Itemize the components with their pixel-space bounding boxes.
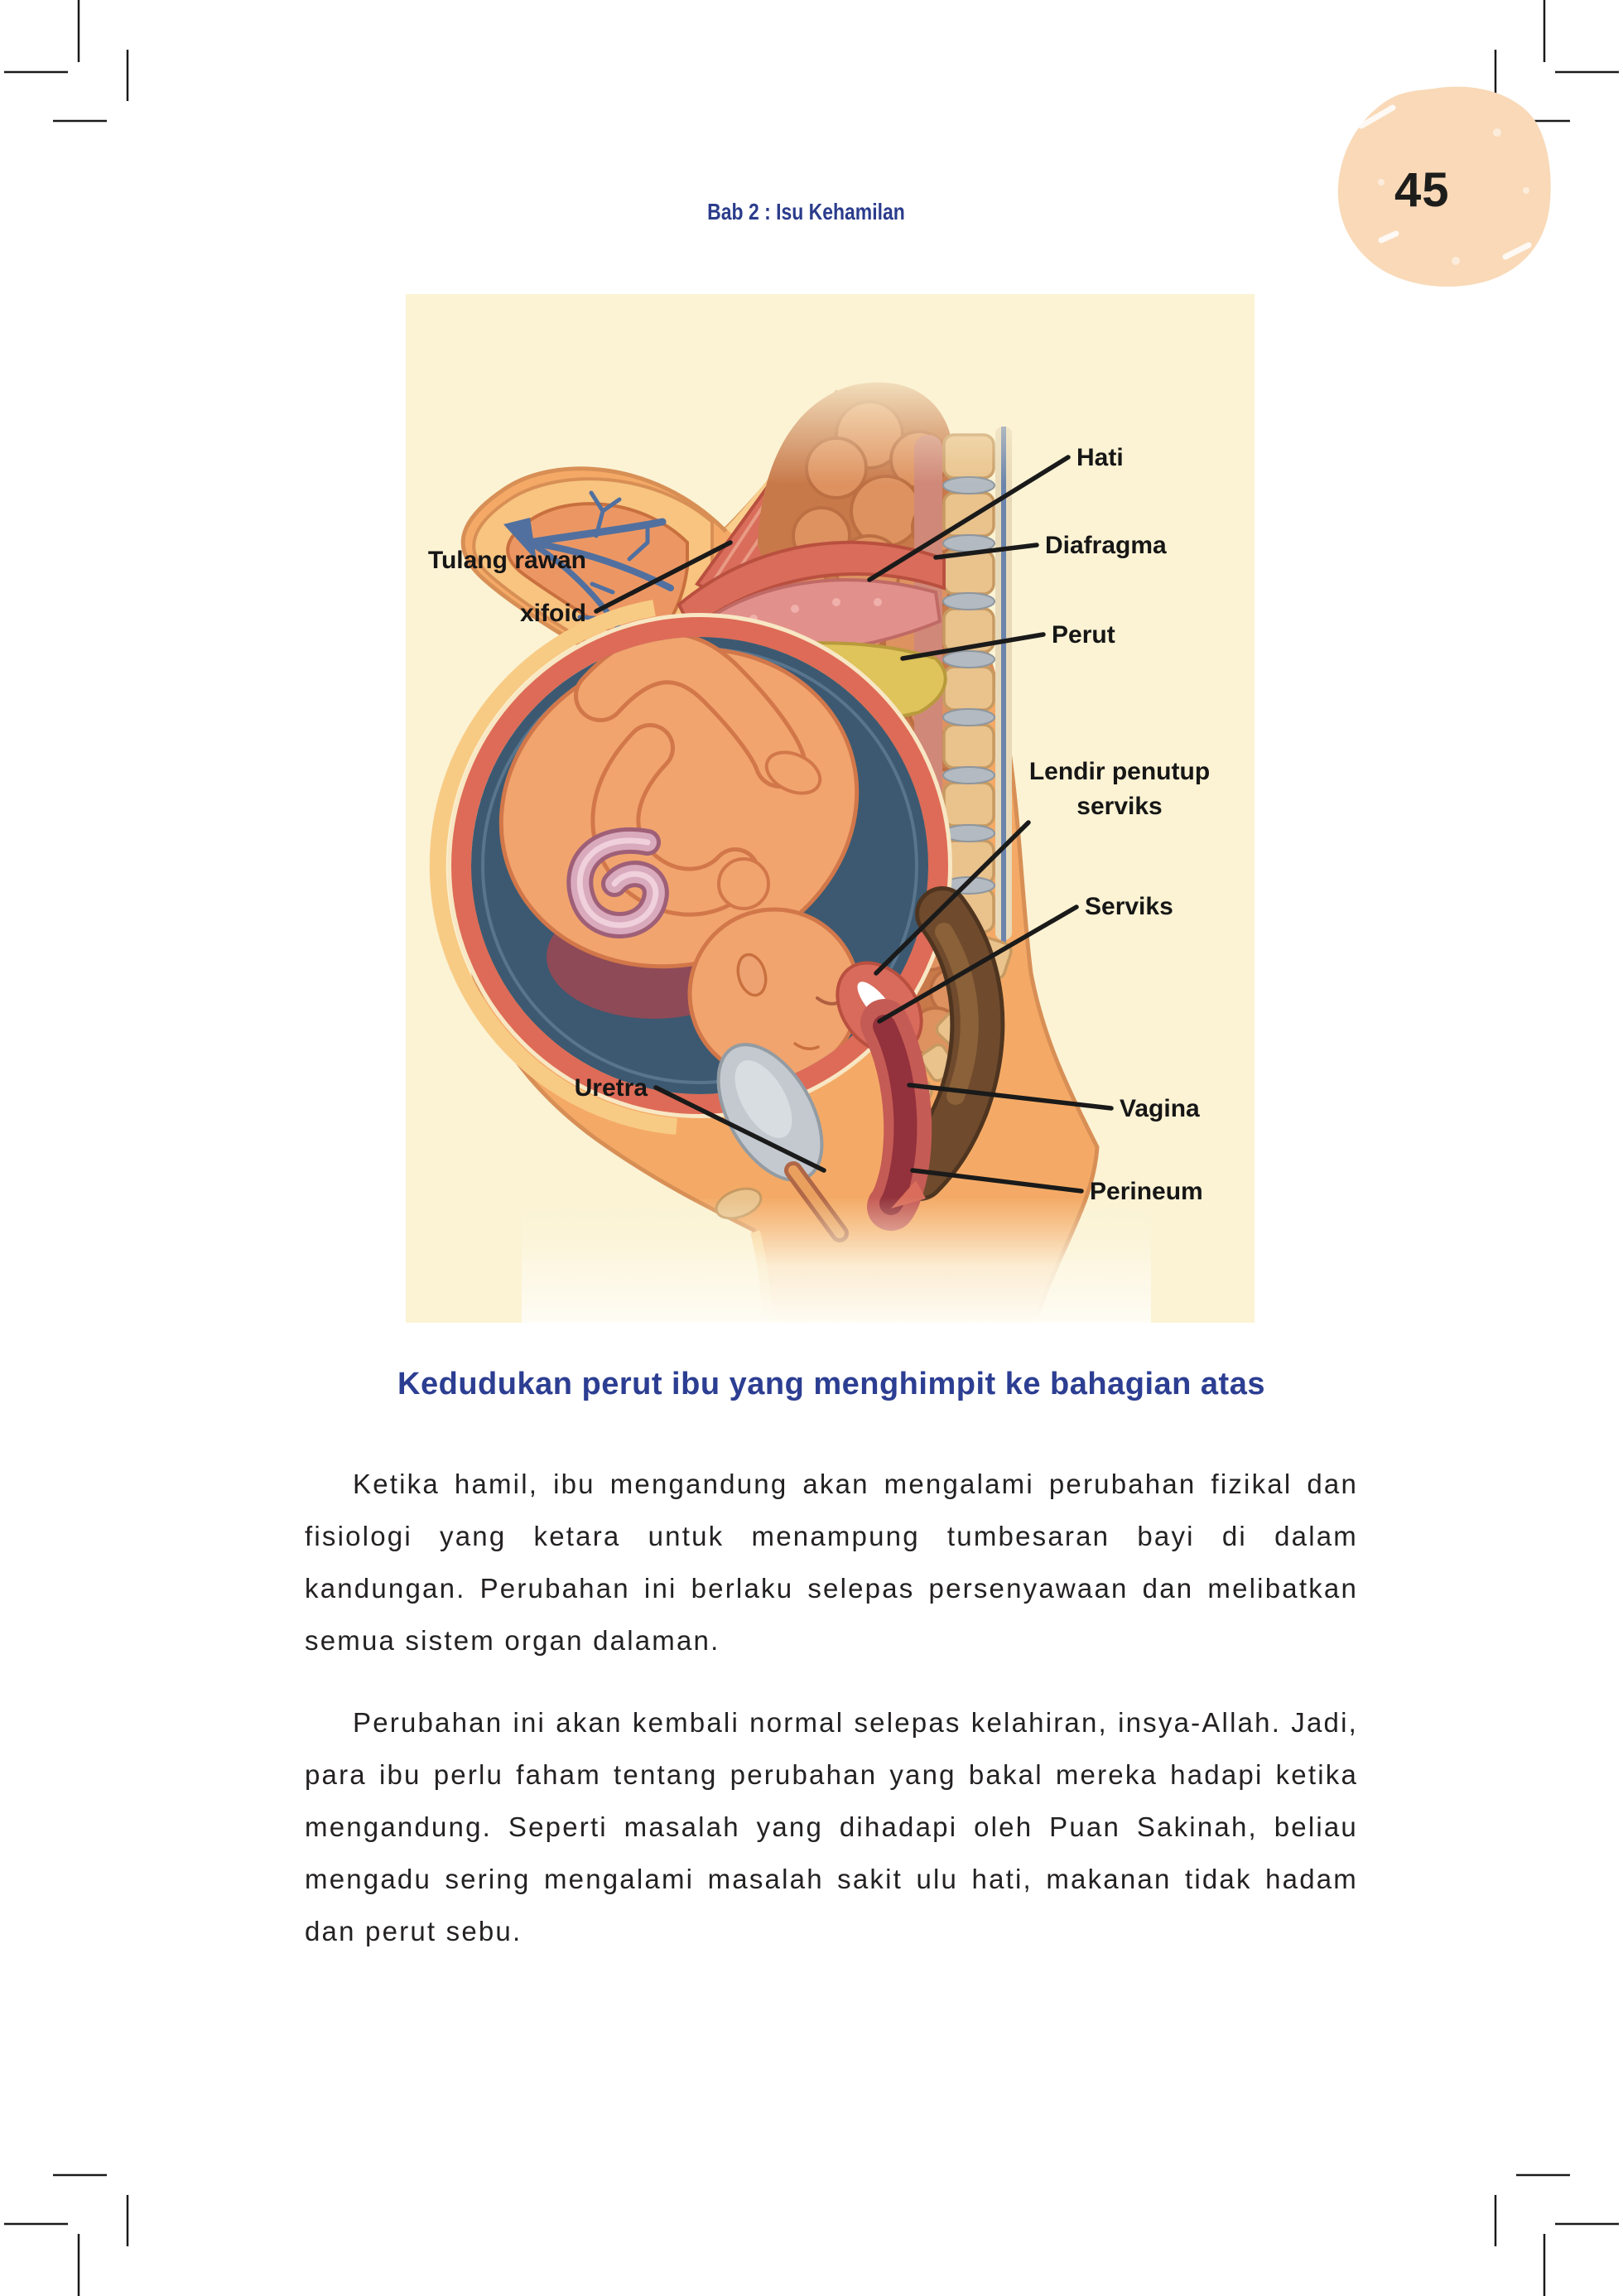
page-number: 45 [1394, 163, 1450, 217]
label-perineum: Perineum [1090, 1178, 1203, 1205]
chapter-header-text: Bab 2 : Isu Kehamilan [706, 199, 905, 224]
label-lendir-line2: serviks [1076, 793, 1163, 820]
torso-top-fade [704, 360, 1052, 485]
page-number-blob [1332, 83, 1557, 290]
label-hati: Hati [1076, 444, 1124, 471]
paragraph-2: Perubahan ini akan kembali normal selepas kelahiran, insya-Allah. Jadi, para ibu perlu faham tentang perubahan yang bakal mereka hadapi ketika mengandung. Seperti masalah yang dihadapi oleh Puan Sakinah, beliau mengadu sering mengalami masalah sakit ulu hati, makanan tidak hadam dan perut sebu. [305, 1707, 1358, 1946]
paragraph-1: Ketika hamil, ibu mengandung akan mengalami perubahan fizikal dan fisiologi yang ketara untuk menampung tumbesaran bayi di dalam kandungan. Perubahan ini berlaku selepas persenyawaan dan melibatkan semua sistem organ dalaman. [305, 1469, 1358, 1656]
label-tulang-rawan-line2: xifoid [520, 600, 586, 627]
label-diafragma: Diafragma [1045, 532, 1167, 559]
label-serviks: Serviks [1085, 893, 1173, 920]
label-perut: Perut [1052, 621, 1115, 649]
body-text [305, 1458, 1358, 1987]
label-lendir-line1: Lendir penutup [1028, 758, 1211, 785]
chapter-header [305, 199, 1307, 225]
legs-fade [522, 1197, 1151, 1323]
figure-panel [406, 294, 1255, 1323]
label-tulang-rawan-line1: Tulang rawan [427, 547, 586, 574]
figure-caption: Kedudukan perut ibu yang menghimpit ke bahagian atas [397, 1367, 1265, 1401]
label-uretra: Uretra [574, 1074, 648, 1102]
vagina [884, 1023, 908, 1207]
label-vagina: Vagina [1120, 1095, 1200, 1122]
anatomy-illustration [406, 294, 1255, 1323]
umbilical-cord [580, 841, 656, 925]
